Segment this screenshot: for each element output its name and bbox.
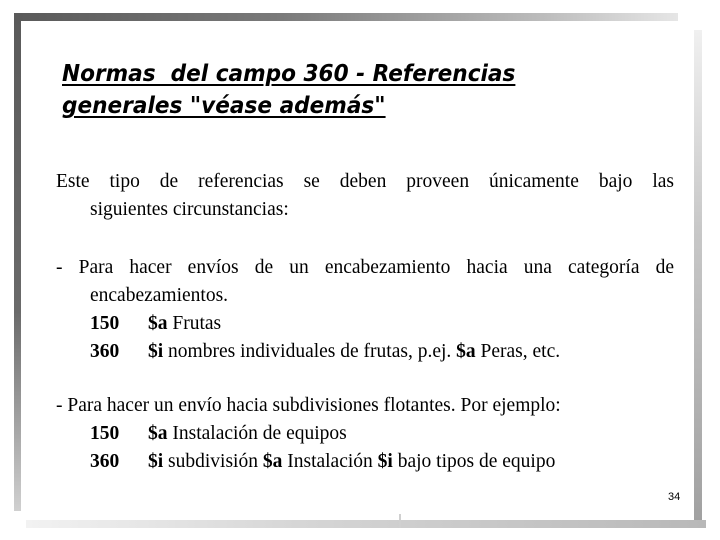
case-1-line-2: encabezamientos. xyxy=(90,285,229,306)
marc-example-row xyxy=(56,420,674,448)
title-line-2: generales "véase además" xyxy=(62,93,386,119)
title-line-1: Normas del campo 360 - Referencias xyxy=(62,61,516,87)
slide-frame-top xyxy=(18,13,678,21)
subfield-text: bajo tipos de equipo xyxy=(392,451,556,472)
intro-line-1: Este tipo de referencias se deben proveen únicamente bajo las xyxy=(56,171,674,192)
case-1-line-1: - Para hacer envíos de un encabezamiento hacia una categoría de xyxy=(56,257,674,278)
subfield-text: Frutas xyxy=(167,313,222,334)
subfield-code: $a xyxy=(456,341,476,362)
slide-frame-bottom xyxy=(26,520,706,528)
subfield-text: nombres individuales de frutas, p.ej. xyxy=(163,341,457,362)
case-2-line-1: - Para hacer un envío hacia subdivisiones flotantes. Por ejemplo: xyxy=(56,395,561,416)
subfield-code: $i xyxy=(148,341,164,362)
subfield-code: $i xyxy=(377,451,393,472)
slide-title xyxy=(62,58,645,122)
page-number: 34 xyxy=(668,491,681,503)
intro-paragraph xyxy=(56,168,674,224)
marc-example-row xyxy=(56,310,674,338)
subfield-code: $a xyxy=(148,423,168,444)
marc-tag: 150 xyxy=(90,423,120,444)
marc-tag: 360 xyxy=(90,451,120,472)
subfield-text: Instalación de equipos xyxy=(167,423,347,444)
marc-tag: 360 xyxy=(90,341,120,362)
marc-example-row xyxy=(56,338,674,366)
subfield-code: $a xyxy=(148,313,168,334)
subfield-text: Instalación xyxy=(282,451,378,472)
marc-example-row xyxy=(56,448,674,476)
intro-line-2: siguientes circunstancias: xyxy=(90,199,289,220)
subfield-text: Peras, etc. xyxy=(475,341,561,362)
slide-frame-tick xyxy=(399,514,401,528)
marc-tag: 150 xyxy=(90,313,120,334)
subfield-code: $i xyxy=(148,451,164,472)
slide-frame-right xyxy=(694,30,702,528)
subfield-text: subdivisión xyxy=(163,451,263,472)
slide-frame-left xyxy=(14,13,21,511)
subfield-code: $a xyxy=(262,451,283,472)
case-1-paragraph xyxy=(56,254,674,366)
case-2-paragraph xyxy=(56,392,674,476)
